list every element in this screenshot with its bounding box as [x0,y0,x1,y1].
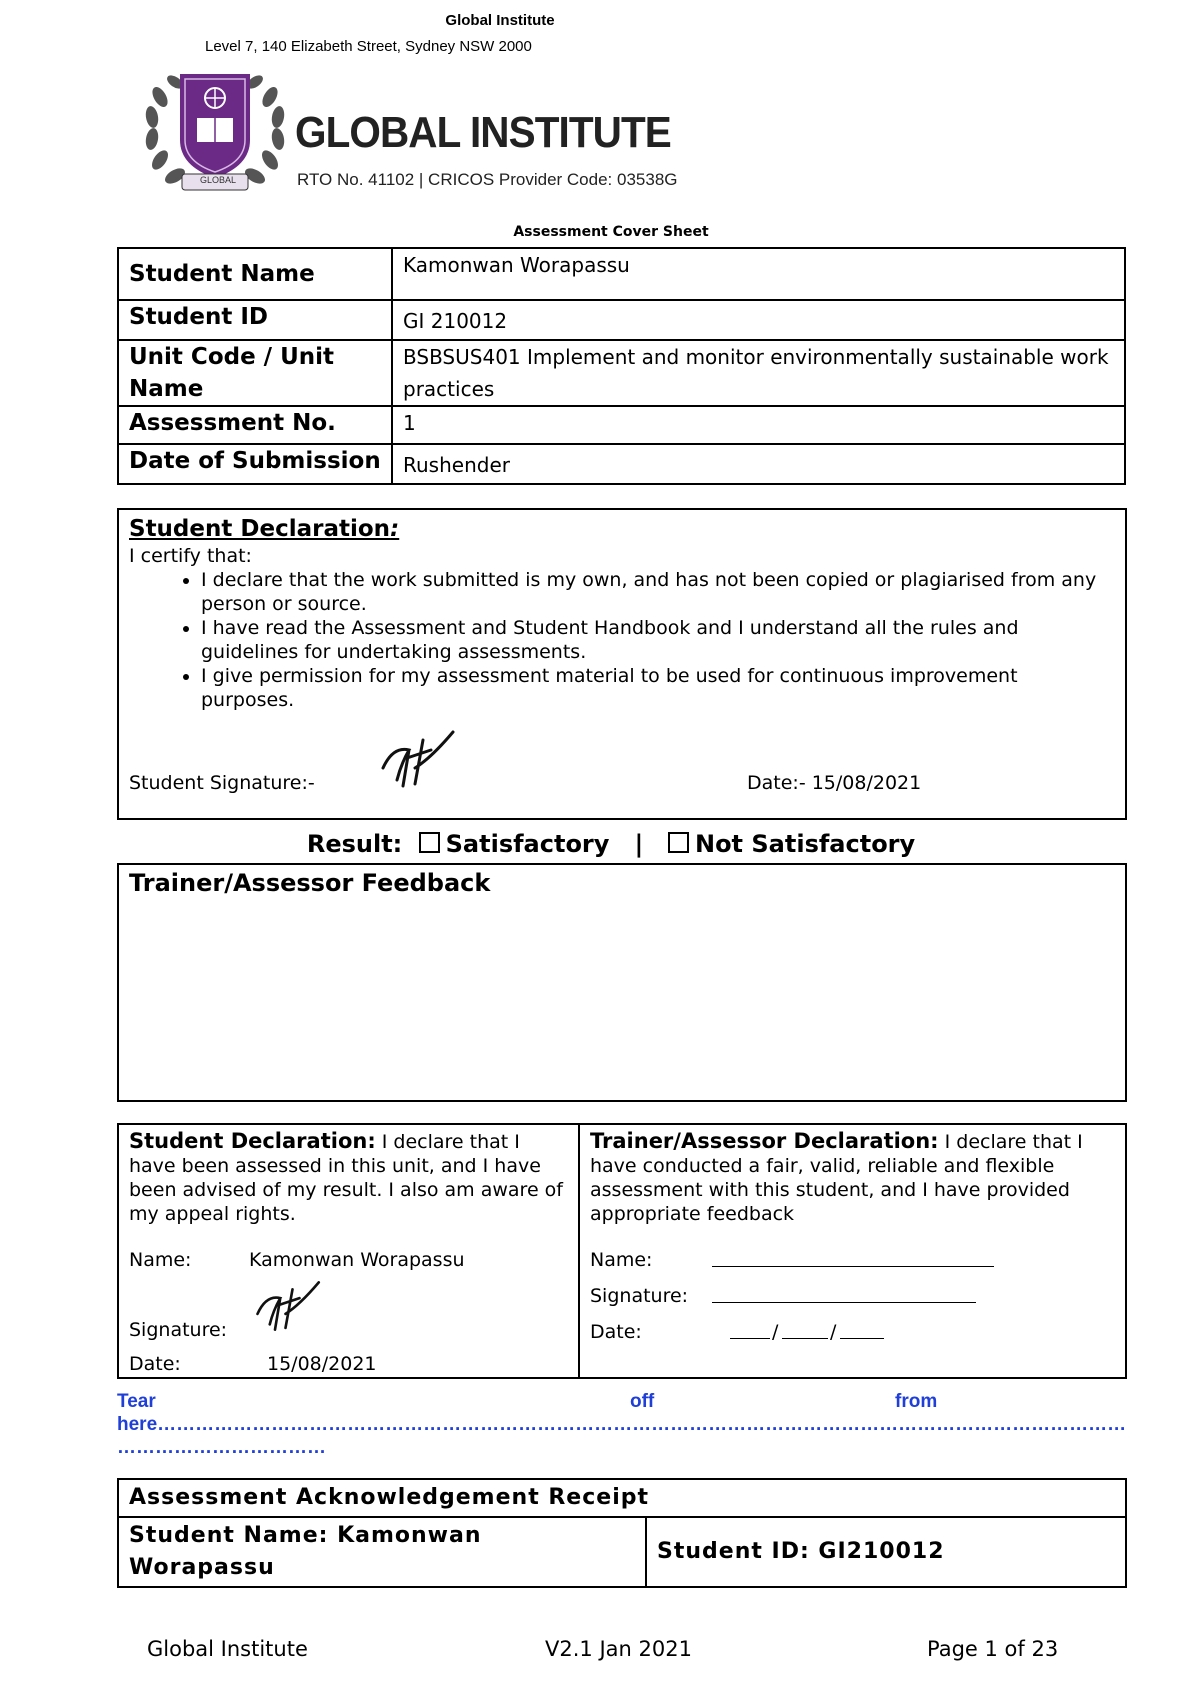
satisfactory-checkbox[interactable] [419,832,440,853]
tear-word-1: Tear [117,1391,156,1412]
header-address: Level 7, 140 Elizabeth Street, Sydney NSW 2000 [205,38,532,55]
trainer-date-sep: / [772,1321,779,1343]
date-of-submission-label: Date of Submission [129,448,381,474]
footer-page: Page 1 of 23 [927,1637,1059,1661]
trainer-signature-row [590,1284,688,1308]
student-decl-signature-image [254,1278,324,1334]
trainer-declaration-panel [580,1125,1125,1377]
footer-version: V2.1 Jan 2021 [545,1637,692,1661]
receipt-student-id: Student ID: GI210012 [646,1517,1126,1587]
feedback-heading: Trainer/Assessor Feedback [129,869,491,897]
result-line [0,830,1200,858]
student-signature-label: Student Signature:- [129,772,315,794]
trainer-decl-heading: Trainer/Assessor Declaration: [590,1129,939,1153]
trainer-date-label: Date: [590,1321,642,1343]
trainer-decl-text: I declare that I have conducted a fair, valid, reliable and flexible assessment with this student, and I have provided appropriate feedback [590,1131,1083,1225]
student-decl-text: I declare that I have been assessed in this unit, and I have been advised of my result. I also am aware of my appeal rights. [129,1131,563,1225]
student-info-table [117,247,1126,485]
declaration-list [129,568,1115,712]
trainer-name-row [590,1248,652,1272]
logo-name: GLOBAL INSTITUTE [295,108,671,157]
student-decl-heading: Student Declaration: [129,1129,376,1153]
declaration-heading-colon: : [390,516,400,542]
student-id-label: Student ID [118,300,392,340]
result-separator: | [634,830,644,858]
date-of-submission-value: Rushender [392,444,1125,484]
declarations-section [117,1123,1127,1379]
tear-word-3: from [895,1391,938,1412]
header-org: Global Institute [445,12,555,29]
declaration-heading: Student Declaration [129,516,391,542]
trainer-name-label: Name: [590,1249,653,1271]
student-declaration-box [117,508,1127,820]
tear-line-2: here……………………………………………………………………………………………………………………………………… [117,1414,1127,1435]
feedback-box[interactable] [117,863,1127,1102]
tear-word-2: off [630,1391,655,1412]
student-decl-name: Kamonwan Worapassu [249,1249,465,1271]
student-id-value: GI 210012 [392,300,1125,340]
declaration-date: Date:- 15/08/2021 [747,772,922,794]
trainer-signature-label: Signature: [590,1285,689,1307]
student-decl-date-row [129,1352,377,1376]
assessment-no-value: 1 [392,406,1125,444]
declaration-intro: I certify that: [129,545,252,567]
not-satisfactory-checkbox[interactable] [668,832,689,853]
student-name-label: Student Name [118,248,392,300]
student-decl-date-label: Date: [129,1353,181,1375]
student-name-value: Kamonwan Worapassu [392,248,1125,300]
student-signature-image [379,728,459,790]
trainer-date-row [590,1320,910,1344]
trainer-date-sep: / [830,1321,837,1343]
assessment-no-label: Assessment No. [118,406,392,444]
trainer-date-month[interactable] [782,1338,828,1339]
acknowledgement-receipt [117,1478,1127,1588]
trainer-date-year[interactable] [840,1338,884,1339]
student-decl-name-row [129,1248,465,1272]
not-satisfactory-label: Not Satisfactory [694,830,916,858]
unit-label: Unit Code / Unit Name [118,340,392,406]
declaration-item: • I declare that the work submitted is my own, and has not been copied or plagiarised from any person or source. [201,568,1115,616]
logo-badge-text: GLOBAL [200,175,237,185]
student-decl-name-label: Name: [129,1249,192,1271]
tear-line-3: …………………………… [117,1437,326,1458]
trainer-signature-line[interactable] [712,1302,976,1303]
receipt-student-name: Student Name: Kamonwan Worapassu [118,1517,646,1587]
student-decl-date: 15/08/2021 [267,1353,377,1375]
satisfactory-label: Satisfactory [445,830,610,858]
declaration-item: • I have read the Assessment and Student Handbook and I understand all the rules and guidelines for undertaking assessments. [201,616,1115,664]
trainer-date-day[interactable] [730,1338,770,1339]
rto-line: RTO No. 41102 | CRICOS Provider Code: 03538G [297,170,678,189]
student-decl-signature-label: Signature: [129,1319,228,1341]
student-declaration-panel [119,1125,580,1377]
receipt-title: Assessment Acknowledgement Receipt [118,1479,1126,1517]
page-title: Assessment Cover Sheet [513,224,709,240]
unit-value: BSBSUS401 Implement and monitor environmentally sustainable work practices [392,340,1125,406]
footer-org: Global Institute [147,1637,308,1661]
result-label: Result: [306,830,403,858]
declaration-item: • I give permission for my assessment material to be used for continuous improvement purposes. [201,664,1115,712]
trainer-name-line[interactable] [712,1266,994,1267]
